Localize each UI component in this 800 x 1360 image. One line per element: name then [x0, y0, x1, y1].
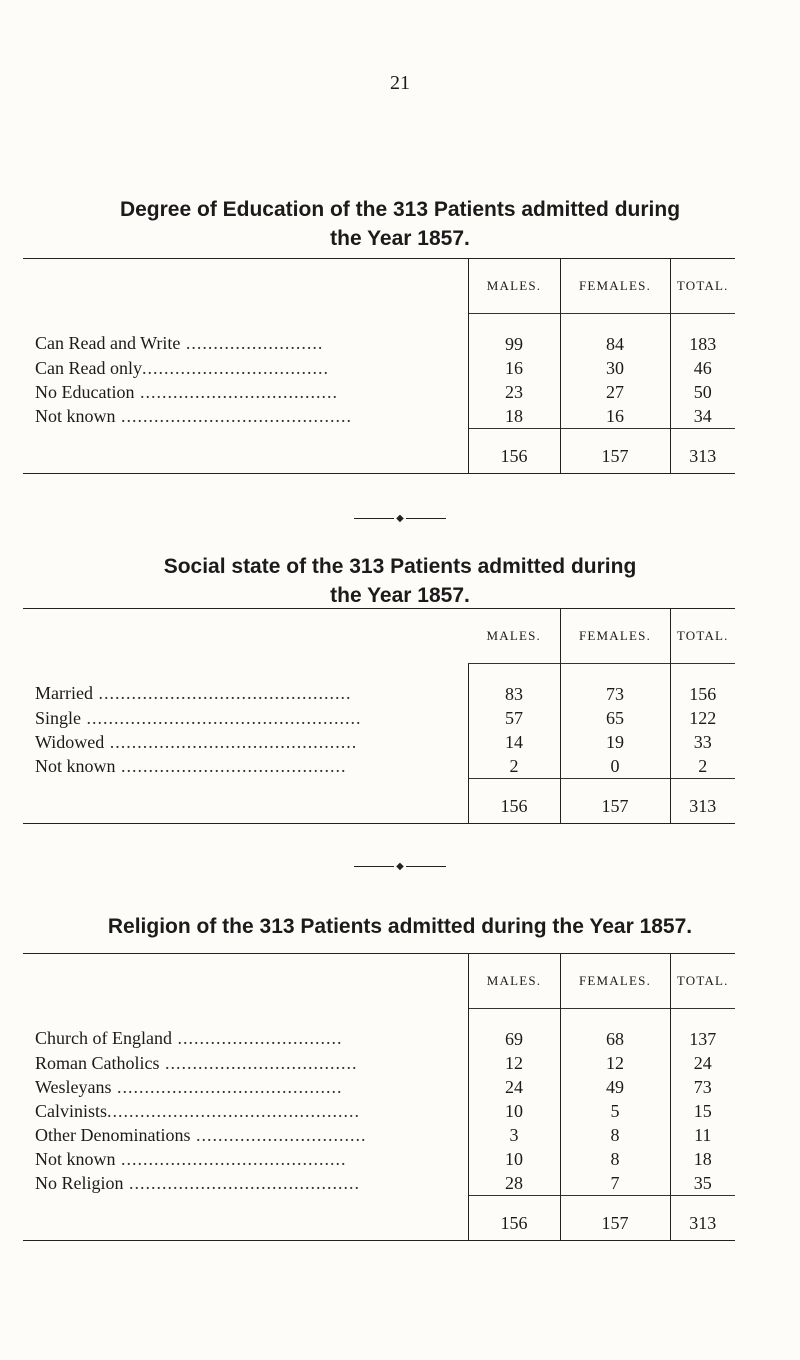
page-number: 21 — [390, 72, 410, 94]
cell-females: 8 — [560, 1147, 670, 1171]
table-row — [23, 1009, 735, 1052]
cell-total: 24 — [670, 1051, 735, 1075]
cell-total: 183 — [670, 314, 735, 357]
cell-total: 35 — [670, 1171, 735, 1196]
religion-header-females: FEMALES. — [560, 954, 670, 1009]
totals-row — [23, 779, 735, 824]
cell-females: 30 — [560, 356, 670, 380]
cell-total: 137 — [670, 1009, 735, 1052]
cell-total: 18 — [670, 1147, 735, 1171]
cell-total: 122 — [670, 706, 735, 730]
education-table — [23, 258, 735, 474]
social-title-line1: Social state of the 313 Patients admitted during — [163, 555, 637, 578]
row-label: Can Read and Write ......................... — [35, 333, 324, 354]
row-label: Can Read only.................................. — [35, 357, 329, 378]
social-title-line2: the Year 1857. — [330, 584, 470, 607]
religion-table — [23, 953, 735, 1241]
cell-females: 65 — [560, 706, 670, 730]
cell-females: 0 — [560, 754, 670, 779]
row-label: No Education .................................... — [35, 381, 338, 402]
cell-males: 16 — [468, 356, 560, 380]
cell-females: 16 — [560, 404, 670, 429]
table-row — [23, 730, 735, 754]
cell-females: 27 — [560, 380, 670, 404]
table-row — [23, 664, 735, 707]
cell-males: 83 — [468, 664, 560, 707]
row-label: Wesleyans ......................................... — [35, 1076, 343, 1097]
education-title-line1: Degree of Education of the 313 Patients admitted during — [119, 198, 681, 221]
totals-row — [23, 429, 735, 474]
education-header-total: TOTAL. — [670, 259, 735, 314]
row-label: No Religion .......................................... — [35, 1172, 360, 1193]
cell-males: 57 — [468, 706, 560, 730]
cell-total: 50 — [670, 380, 735, 404]
table-row — [23, 1099, 735, 1123]
total-females: 157 — [560, 779, 670, 824]
social-section-title — [0, 552, 800, 610]
cell-males: 24 — [468, 1075, 560, 1099]
totals-row — [23, 1196, 735, 1241]
cell-total: 34 — [670, 404, 735, 429]
cell-males: 28 — [468, 1171, 560, 1196]
total-total: 313 — [670, 1196, 735, 1241]
row-label: Roman Catholics ................................... — [35, 1052, 358, 1073]
row-label: Church of England .............................. — [35, 1028, 343, 1049]
education-title-line2: the Year 1857. — [330, 227, 470, 250]
religion-title-line1: Religion of the 313 Patients admitted during the Year 1857. — [107, 915, 693, 938]
social-header-females: FEMALES. — [560, 609, 670, 664]
cell-total: 15 — [670, 1099, 735, 1123]
social-header-total: TOTAL. — [670, 609, 735, 664]
cell-total: 33 — [670, 730, 735, 754]
total-males: 156 — [468, 779, 560, 824]
total-males: 156 — [468, 429, 560, 474]
row-label: Single .................................................. — [35, 707, 362, 728]
row-label: Married .............................................. — [35, 683, 352, 704]
cell-females: 5 — [560, 1099, 670, 1123]
cell-females: 7 — [560, 1171, 670, 1196]
section-divider: ◆ — [0, 858, 800, 873]
cell-males: 69 — [468, 1009, 560, 1052]
total-females: 157 — [560, 429, 670, 474]
social-table — [23, 608, 735, 824]
education-header-males: MALES. — [468, 259, 560, 314]
cell-males: 12 — [468, 1051, 560, 1075]
cell-females: 49 — [560, 1075, 670, 1099]
cell-females: 84 — [560, 314, 670, 357]
table-row — [23, 1171, 735, 1196]
education-header-females: FEMALES. — [560, 259, 670, 314]
row-label: Widowed ............................................. — [35, 731, 358, 752]
total-total: 313 — [670, 779, 735, 824]
table-row — [23, 1123, 735, 1147]
cell-total: 11 — [670, 1123, 735, 1147]
social-header-males: MALES. — [468, 609, 560, 664]
row-label: Not known ......................................... — [35, 755, 347, 776]
row-label: Not known .......................................... — [35, 405, 352, 426]
table-row — [23, 314, 735, 357]
table-row — [23, 754, 735, 779]
cell-males: 18 — [468, 404, 560, 429]
cell-females: 8 — [560, 1123, 670, 1147]
cell-males: 99 — [468, 314, 560, 357]
table-row — [23, 706, 735, 730]
religion-header-total: TOTAL. — [670, 954, 735, 1009]
section-divider: ◆ — [0, 510, 800, 525]
cell-females: 12 — [560, 1051, 670, 1075]
cell-males: 23 — [468, 380, 560, 404]
table-row — [23, 1147, 735, 1171]
table-row — [23, 380, 735, 404]
table-row — [23, 404, 735, 429]
total-females: 157 — [560, 1196, 670, 1241]
cell-females: 73 — [560, 664, 670, 707]
cell-total: 156 — [670, 664, 735, 707]
education-section-title — [0, 195, 800, 253]
total-males: 156 — [468, 1196, 560, 1241]
table-row — [23, 356, 735, 380]
cell-females: 19 — [560, 730, 670, 754]
cell-males: 14 — [468, 730, 560, 754]
cell-males: 10 — [468, 1099, 560, 1123]
row-label: Other Denominations ............................... — [35, 1124, 367, 1145]
total-total: 313 — [670, 429, 735, 474]
cell-total: 46 — [670, 356, 735, 380]
cell-females: 68 — [560, 1009, 670, 1052]
table-row — [23, 1075, 735, 1099]
row-label: Calvinists.............................................. — [35, 1100, 361, 1121]
cell-males: 2 — [468, 754, 560, 779]
cell-males: 3 — [468, 1123, 560, 1147]
row-label: Not known ......................................... — [35, 1148, 347, 1169]
religion-section-title — [0, 912, 800, 941]
religion-header-males: MALES. — [468, 954, 560, 1009]
table-row — [23, 1051, 735, 1075]
cell-total: 73 — [670, 1075, 735, 1099]
cell-males: 10 — [468, 1147, 560, 1171]
cell-total: 2 — [670, 754, 735, 779]
